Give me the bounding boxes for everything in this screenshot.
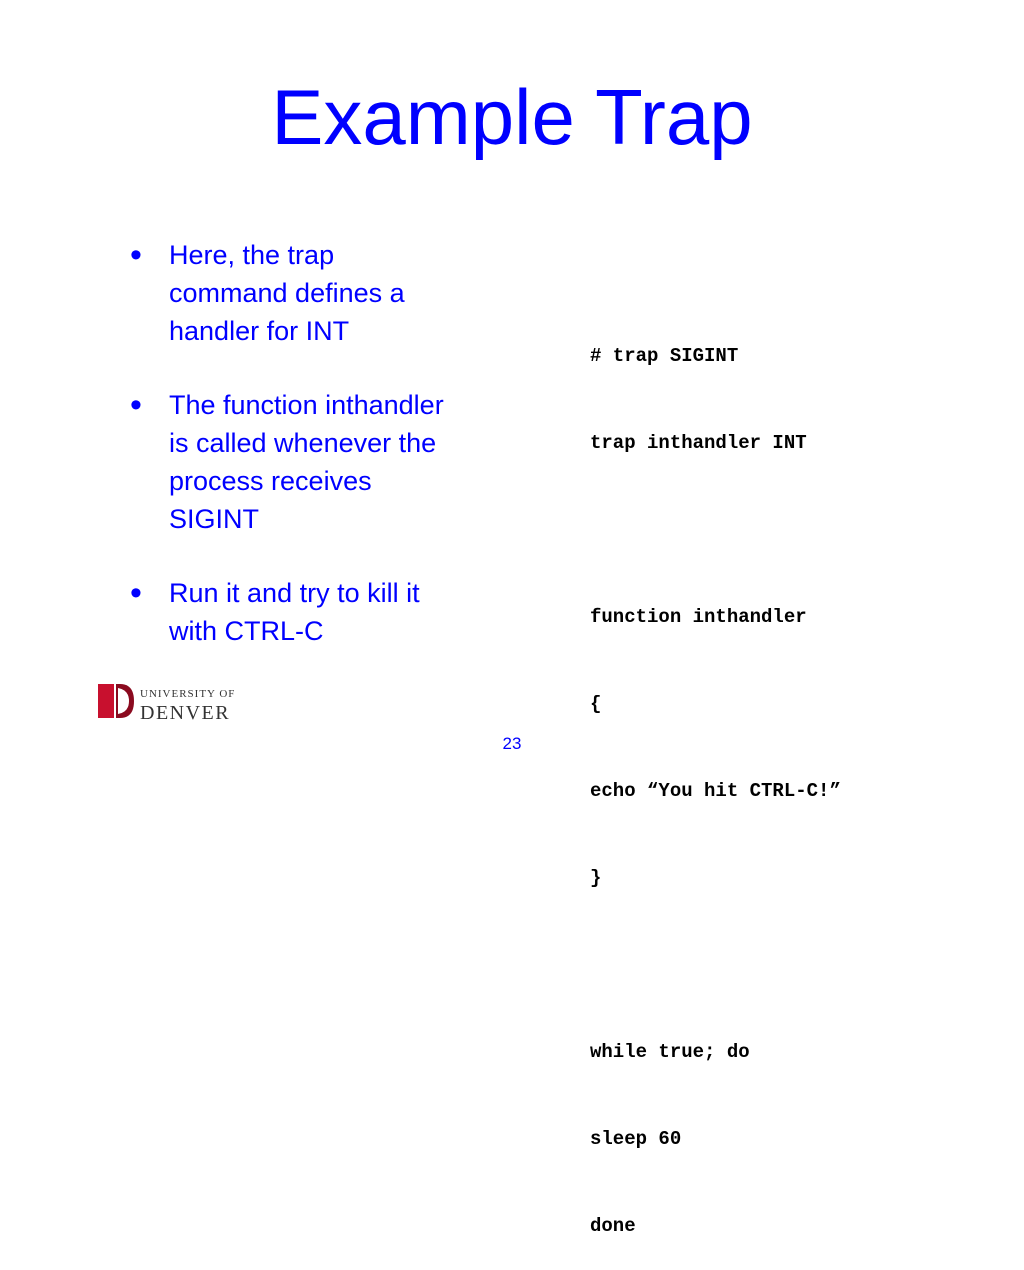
university-logo-mark-icon [98,682,134,720]
bullet-list [128,236,528,686]
code-line: # trap SIGINT [590,345,739,367]
bullet-item [128,386,528,538]
logo-text-denver: DENVER [140,702,231,724]
bullet-item [128,236,528,350]
code-line: echo “You hit CTRL-C!” [590,780,841,802]
code-line: { [590,693,602,715]
bullet-text: The function inthandler is called whenever the process receives SIGINT [169,390,444,534]
code-line: } [590,867,602,889]
code-line: done [590,1215,636,1237]
bullet-text: Here, the trap command defines a handler for INT [169,240,405,346]
code-line [590,951,841,980]
code-line: trap inthandler INT [590,432,807,454]
bullet-dot-icon: • [130,574,142,612]
bullet-item [128,574,528,650]
code-line: sleep 60 [590,1128,682,1150]
code-block [590,284,841,1270]
code-line [590,516,841,545]
code-line: while true; do [590,1041,750,1063]
page-number: 23 [502,734,522,753]
code-line: function inthandler [590,606,807,628]
slide-title: Example Trap [271,73,753,161]
bullet-text: Run it and try to kill it with CTRL-C [169,578,420,646]
bullet-dot-icon: • [130,386,142,424]
university-logo [98,682,258,742]
logo-text-university-of: UNIVERSITY OF [140,688,236,700]
bullet-dot-icon: • [130,236,142,274]
